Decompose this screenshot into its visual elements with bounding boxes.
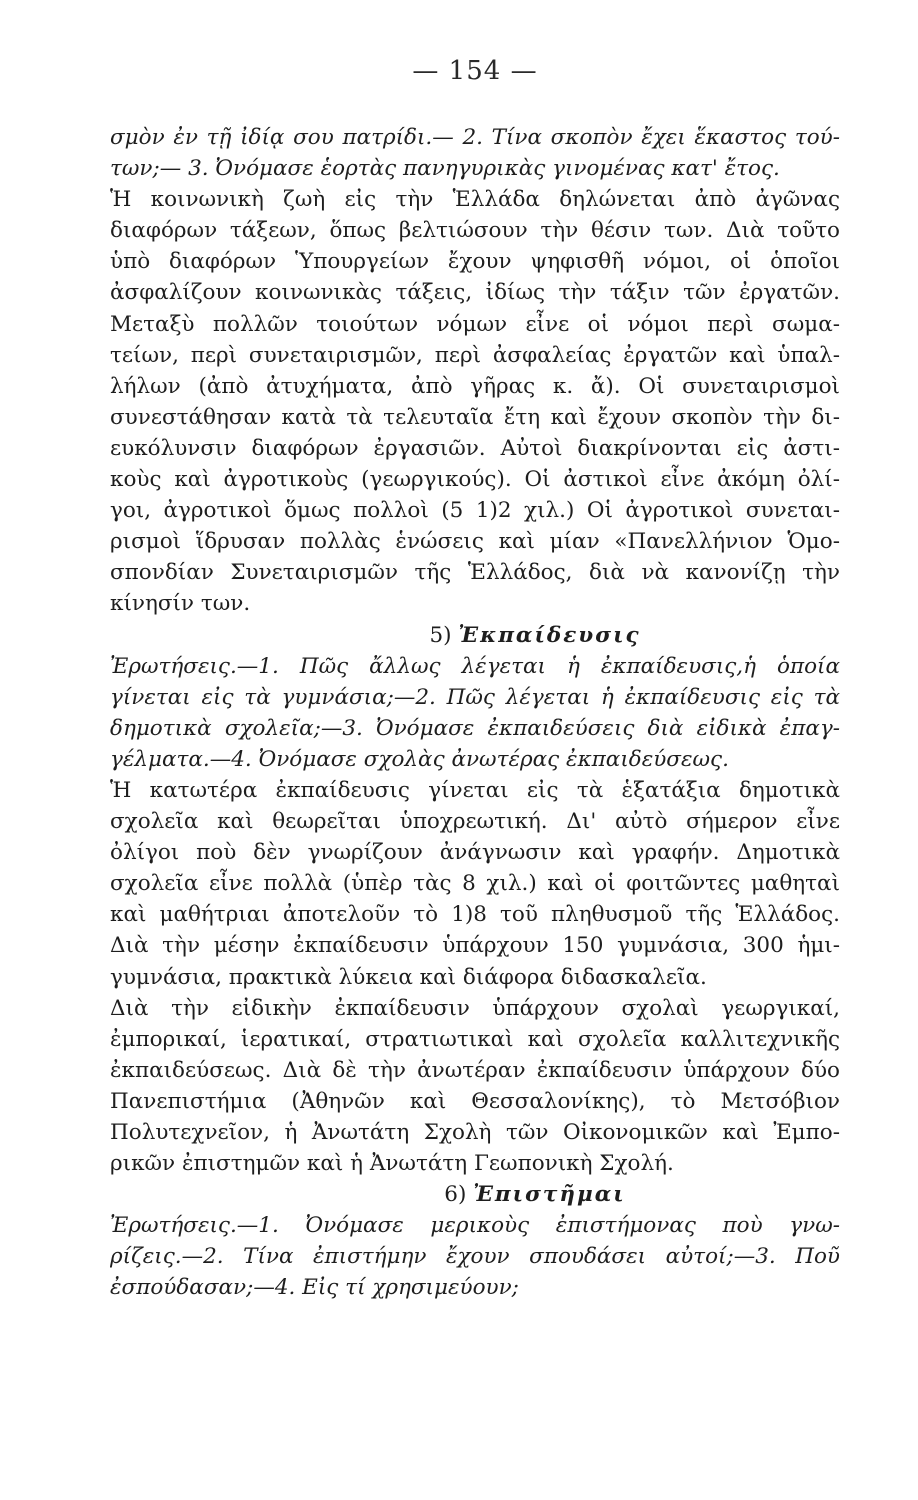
text-line: κίνησίν των. [110,591,251,617]
text-body [110,122,840,1304]
text-line: σχολεῖα καὶ θεωρεῖται ὑποχρεωτική. Δι' αὐτὸ σήμερον εἶνε [110,809,840,835]
text-line: σπονδίαν Συνεταιρισμῶν τῆς Ἑλλάδος, διὰ νὰ κανονίζῃ τὴν [110,560,840,586]
text-line: σμὸν ἐν τῇ ἰδίᾳ σου πατρίδι.— 2. Τίνα σκοπὸν ἔχει ἕκαστος τού- [110,125,840,150]
text-line: Ἡ κοινωνικὴ ζωὴ εἰς τὴν Ἑλλάδα δηλώνεται ἀπὸ ἀγῶνας [110,187,840,213]
text-line: γέλματα.—4. Ὀνόμασε σχολὰς ἀνωτέρας ἐκπαιδεύσεως. [110,746,729,772]
text-line: Πανεπιστήμια (Ἀθηνῶν καὶ Θεσσαλονίκης), τὸ Μετσόβιον [110,1088,840,1114]
section-title: Ἐκπαίδευσις [458,622,641,648]
text-line: ἐμπορικαί, ἱερατικαί, στρατιωτικαὶ καὶ σχολεῖα καλλιτεχνικῆς [110,1026,840,1052]
section-number: 5) [429,622,452,648]
text-line: Ἐρωτήσεις.—1. Πῶς ἄλλως λέγεται ἡ ἐκπαίδευσις,ἡ ὁποία [110,653,840,679]
section-heading [110,1179,840,1210]
text-line: ὑπὸ διαφόρων Ὑπουργείων ἔχουν ψηφισθῆ νόμοι, οἱ ὁποῖοι [110,249,840,275]
text-line: ἀσφαλίζουν κοινωνικὰς τάξεις, ἰδίως τὴν τάξιν τῶν ἐργατῶν. [110,280,840,306]
page-number: — 154 — [412,56,538,86]
section-number: 6) [444,1182,467,1208]
text-line: ἐκπαιδεύσεως. Διὰ δὲ τὴν ἀνωτέραν ἐκπαίδευσιν ὑπάρχουν δύο [110,1057,840,1083]
text-line: γυμνάσια, πρακτικὰ λύκεια καὶ διάφορα διδασκαλεῖα. [110,964,707,990]
text-line: ἐσπούδασαν;—4. Εἰς τί χρησιμεύουν; [110,1275,519,1301]
text-line: ρικῶν ἐπιστημῶν καὶ ἡ Ἀνωτάτη Γεωπονικὴ Σχολή. [110,1151,674,1177]
text-line: γοι, ἀγροτικοὶ ὅμως πολλοὶ (5 1)2 χιλ.) Οἱ ἀγροτικοὶ συνεται- [110,498,840,524]
text-line: ρίζεις.—2. Τίνα ἐπιστήμην ἔχουν σπουδάσει αὐτοί;—3. Ποῦ [110,1244,840,1270]
text-line: Διὰ τὴν εἰδικὴν ἐκπαίδευσιν ὑπάρχουν σχολαὶ γεωργικαί, [110,995,840,1021]
section-title: Ἐπιστῆμαι [473,1182,626,1208]
text-line: Πολυτεχνεῖον, ἡ Ἀνωτάτη Σχολὴ τῶν Οἰκονομικῶν καὶ Ἐμπο- [110,1120,840,1145]
section-heading [110,620,840,651]
text-line: καὶ μαθήτριαι ἀποτελοῦν τὸ 1)8 τοῦ πληθυσμοῦ τῆς Ἑλλάδος. [110,902,840,928]
text-line: συνεστάθησαν κατὰ τὰ τελευταῖα ἔτη καὶ ἔχουν σκοπὸν τὴν δι- [110,404,840,430]
text-line: κοὺς καὶ ἀγροτικοὺς (γεωργικούς). Οἱ ἀστικοὶ εἶνε ἀκόμη ὀλί- [110,467,840,493]
text-line: γίνεται εἰς τὰ γυμνάσια;—2. Πῶς λέγεται ἡ ἐκπαίδευσις εἰς τὰ [110,684,840,710]
text-line: λήλων (ἀπὸ ἀτυχήματα, ἀπὸ γῆρας κ. ἄ). Οἱ συνεταιρισμοὶ [110,373,840,399]
text-line: σχολεῖα εἶνε πολλὰ (ὑπὲρ τὰς 8 χιλ.) καὶ οἱ φοιτῶντες μαθηταὶ [110,871,840,897]
text-line: ευκόλυνσιν διαφόρων ἐργασιῶν. Αὐτοὶ διακρίνονται εἰς ἀστι- [110,435,840,461]
text-line: Διὰ τὴν μέσην ἐκπαίδευσιν ὑπάρχουν 150 γυμνάσια, 300 ἡμι- [110,933,840,959]
text-line: διαφόρων τάξεων, ὅπως βελτιώσουν τὴν θέσιν των. Διὰ τοῦτο [110,218,840,244]
text-line: Μεταξὺ πολλῶν τοιούτων νόμων εἶνε οἱ νόμοι περὶ σωμα- [110,311,840,337]
text-line: ρισμοὶ ἵδρυσαν πολλὰς ἑνώσεις καὶ μίαν «Πανελλήνιον Ὁμο- [110,529,840,555]
book-page [110,56,840,1304]
text-line: Ἐρωτήσεις.—1. Ὀνόμασε μερικοὺς ἐπιστήμονας ποὺ γνω- [110,1213,840,1239]
text-line: Ἡ κατωτέρα ἐκπαίδευσις γίνεται εἰς τὰ ἑξατάξια δημοτικὰ [110,777,840,803]
text-line: ὀλίγοι ποὺ δὲν γνωρίζουν ἀνάγνωσιν καὶ γραφήν. Δημοτικὰ [110,840,840,866]
text-line: δημοτικὰ σχολεῖα;—3. Ὀνόμασε ἐκπαιδεύσεις διὰ εἰδικὰ ἐπαγ- [110,715,840,741]
text-line: των;— 3. Ὀνόμασε ἑορτὰς πανηγυρικὰς γινομένας κατ' ἔτος. [110,156,780,182]
text-line: τείων, περὶ συνεταιρισμῶν, περὶ ἀσφαλείας ἐργατῶν καὶ ὑπαλ- [110,342,840,368]
